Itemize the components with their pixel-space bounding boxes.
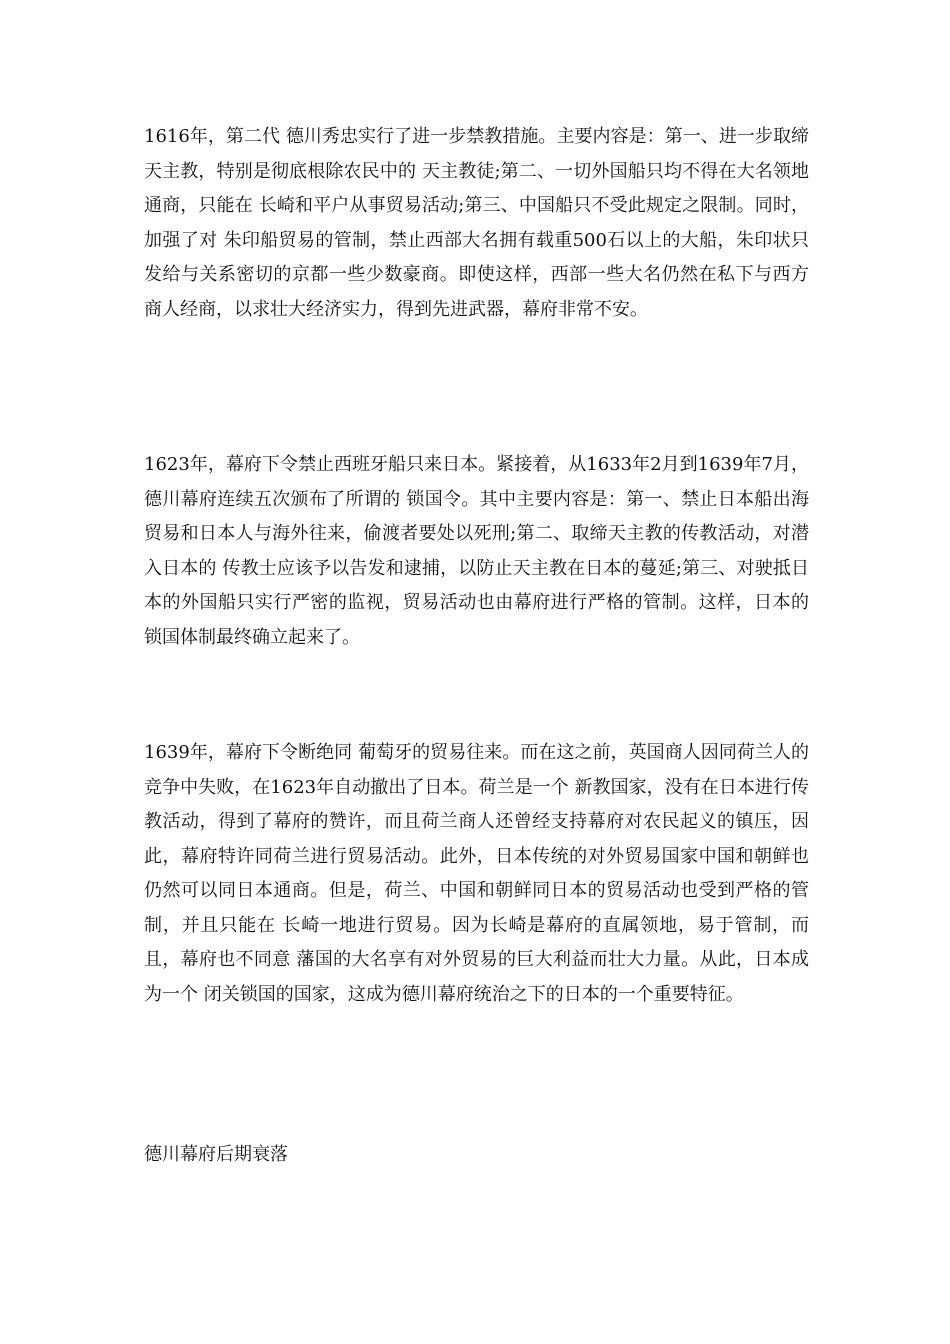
paragraph-1616-ban: 1616年，第二代 德川秀忠实行了进一步禁教措施。主要内容是：第一、进一步取缔 天主教，特别是彻底根除农民中的 天主教徒;第二、一切外国船只均不得在大名领地 通商，只能在 长崎和平户从事贸易活动;第三、中国船只不受此规定之限制。同时，加强了对 朱印船贸易的管制，禁止西部大名拥有载重500石以上的大船，朱印状只发给与关系密切的京都一些少数豪商。即使这样，西部一些大名仍然在私下与西方商人经商，以求壮大经济实力，得到先进武器，幕府非常不安。	[144, 126, 809, 320]
paragraph-1623-sakoku-edicts: 1623年，幕府下令禁止西班牙船只来日本。紧接着，从1633年2月到1639年7月，德川幕府连续五次颁布了所谓的 锁国令。其中主要内容是：第一、禁止日本船出海贸易和日本人与海外往来，偷渡者要处以死刑;第二、取缔天主教的传教活动，对潜入日本的 传教士应该予以告发和逮捕，以防止天主教在日本的蔓延;第三、对驶抵日本的外国船只实行严密的监视，贸易活动也由幕府进行严格的管制。这样，日本的锁国体制最终确立起来了。	[144, 454, 809, 648]
paragraph-1639-portugal: 1639年，幕府下令断绝同 葡萄牙的贸易往来。而在这之前，英国商人因同荷兰人的竞争中失败，在1623年自动撤出了日本。荷兰是一个 新教国家，没有在日本进行传教活动，得到了幕府的赞许，而且荷兰商人还曾经支持幕府对农民起义的镇压，因此，幕府特许同荷兰进行贸易活动。此外，日本传统的对外贸易国家中国和朝鲜也仍然可以同日本通商。但是，荷兰、中国和朝鲜同日本的贸易活动也受到严格的管制，并且只能在 长崎一地进行贸易。因为长崎是幕府的直属领地，易于管制，而且，幕府也不同意 藩国的大名享有对外贸易的巨大利益而壮大力量。从此，日本成为一个 闭关锁国的国家，这成为德川幕府统治之下的日本的一个重要特征。	[144, 742, 809, 1005]
section-heading: 德川幕府后期衰落	[144, 1144, 288, 1165]
